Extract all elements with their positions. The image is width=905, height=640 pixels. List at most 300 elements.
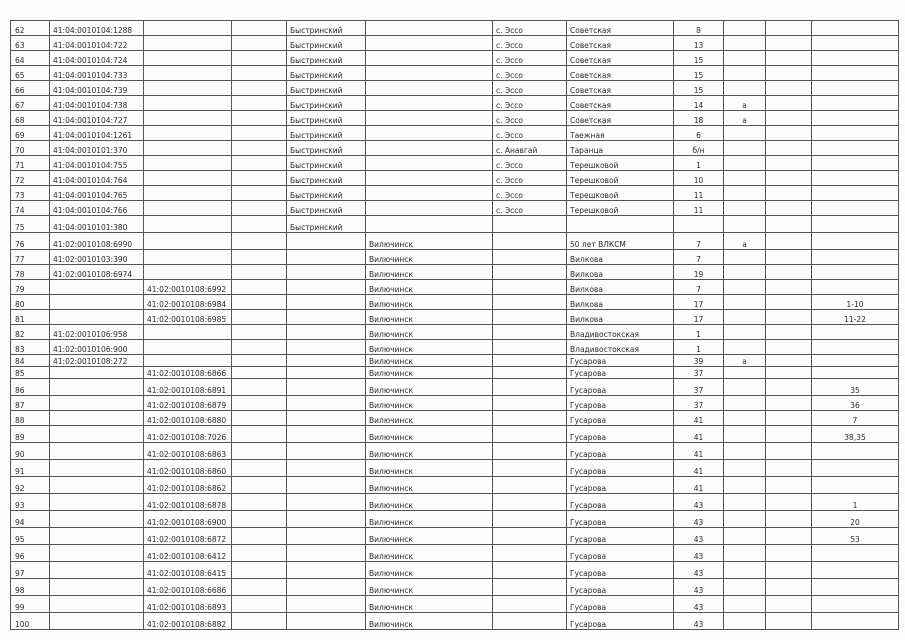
cell-apt	[812, 216, 899, 233]
cell-village: с. Эссо	[493, 156, 567, 171]
cell-village: с. Эссо	[493, 171, 567, 186]
cell-cad-room	[144, 126, 232, 141]
table-row	[11, 443, 899, 460]
cell-empty	[766, 141, 812, 156]
cell-district: Быстринский	[287, 96, 366, 111]
cell-num: 43	[674, 613, 724, 630]
cell-street: Советская	[567, 111, 674, 126]
cell-cad-room: 41:02:0010108:6878	[144, 494, 232, 511]
cell-street: Гусарова	[567, 596, 674, 613]
table-row	[11, 250, 899, 265]
cell-village	[493, 545, 567, 562]
table-row	[11, 411, 899, 426]
cell-lit	[724, 36, 766, 51]
cell-apt	[812, 66, 899, 81]
table-row	[11, 596, 899, 613]
cell-num: 41	[674, 460, 724, 477]
cell-street: Советская	[567, 51, 674, 66]
cell-city	[366, 216, 493, 233]
table-row	[11, 111, 899, 126]
cell-empty	[232, 233, 287, 250]
cell-village	[493, 528, 567, 545]
cell-district	[287, 494, 366, 511]
cell-cad-building	[50, 562, 144, 579]
cell-street: Гусарова	[567, 426, 674, 443]
cell-n: 72	[11, 171, 50, 186]
cell-empty	[232, 545, 287, 562]
cell-cad-room: 41:02:0010108:6862	[144, 477, 232, 494]
cell-district	[287, 411, 366, 426]
cell-empty	[232, 340, 287, 355]
cell-empty	[766, 562, 812, 579]
cell-empty	[766, 66, 812, 81]
cell-apt	[812, 477, 899, 494]
cell-empty	[766, 250, 812, 265]
cell-cad-building: 41:04:0010104:733	[50, 66, 144, 81]
cell-village	[493, 280, 567, 295]
cell-district	[287, 233, 366, 250]
cell-empty	[766, 460, 812, 477]
cell-num: б/н	[674, 141, 724, 156]
property-register-table	[10, 20, 899, 630]
cell-village	[493, 411, 567, 426]
cell-street: Вилкова	[567, 250, 674, 265]
cell-apt	[812, 51, 899, 66]
cell-empty	[232, 216, 287, 233]
cell-lit	[724, 562, 766, 579]
cell-cad-room	[144, 250, 232, 265]
cell-empty	[232, 411, 287, 426]
cell-n: 89	[11, 426, 50, 443]
cell-district: Быстринский	[287, 216, 366, 233]
cell-lit	[724, 280, 766, 295]
cell-n: 63	[11, 36, 50, 51]
cell-cad-building	[50, 379, 144, 396]
cell-village	[493, 367, 567, 379]
cell-n: 99	[11, 596, 50, 613]
cell-city	[366, 171, 493, 186]
cell-lit	[724, 66, 766, 81]
cell-n: 77	[11, 250, 50, 265]
cell-village	[493, 579, 567, 596]
cell-apt	[812, 21, 899, 36]
cell-district: Быстринский	[287, 156, 366, 171]
cell-village	[493, 295, 567, 310]
cell-apt	[812, 280, 899, 295]
cell-district	[287, 443, 366, 460]
cell-cad-room: 41:02:0010108:6412	[144, 545, 232, 562]
cell-cad-room	[144, 325, 232, 340]
cell-district	[287, 562, 366, 579]
cell-empty	[232, 21, 287, 36]
cell-cad-room: 41:02:0010108:6860	[144, 460, 232, 477]
cell-empty	[232, 443, 287, 460]
cell-district	[287, 460, 366, 477]
cell-cad-room	[144, 51, 232, 66]
cell-cad-room: 41:02:0010108:6985	[144, 310, 232, 325]
cell-cad-building	[50, 613, 144, 630]
cell-village	[493, 494, 567, 511]
cell-empty	[766, 494, 812, 511]
table-row	[11, 396, 899, 411]
cell-village: с. Эссо	[493, 96, 567, 111]
cell-empty	[766, 340, 812, 355]
cell-city: Вилючинск	[366, 477, 493, 494]
cell-apt	[812, 545, 899, 562]
cell-empty	[232, 494, 287, 511]
cell-cad-room	[144, 201, 232, 216]
cell-n: 71	[11, 156, 50, 171]
cell-cad-building	[50, 310, 144, 325]
cell-empty	[232, 295, 287, 310]
cell-cad-room: 41:02:0010108:6891	[144, 379, 232, 396]
cell-city: Вилючинск	[366, 379, 493, 396]
cell-empty	[232, 460, 287, 477]
table-row	[11, 426, 899, 443]
cell-empty	[232, 579, 287, 596]
cell-num: 1	[674, 325, 724, 340]
cell-empty	[232, 280, 287, 295]
cell-empty	[766, 355, 812, 367]
cell-apt	[812, 250, 899, 265]
cell-num: 8	[674, 21, 724, 36]
cell-empty	[766, 396, 812, 411]
cell-street: Вилкова	[567, 280, 674, 295]
cell-num: 17	[674, 310, 724, 325]
cell-empty	[766, 265, 812, 280]
table-row	[11, 216, 899, 233]
cell-num: 43	[674, 511, 724, 528]
cell-district	[287, 379, 366, 396]
cell-village: с. Эссо	[493, 81, 567, 96]
cell-n: 90	[11, 443, 50, 460]
cell-empty	[232, 81, 287, 96]
cell-n: 87	[11, 396, 50, 411]
table-row	[11, 51, 899, 66]
table-row	[11, 511, 899, 528]
cell-city	[366, 126, 493, 141]
cell-apt: 36	[812, 396, 899, 411]
cell-cad-room: 41:02:0010108:6893	[144, 596, 232, 613]
cell-city	[366, 156, 493, 171]
cell-lit	[724, 51, 766, 66]
cell-n: 64	[11, 51, 50, 66]
cell-cad-room	[144, 36, 232, 51]
cell-village	[493, 340, 567, 355]
cell-empty	[232, 66, 287, 81]
cell-n: 96	[11, 545, 50, 562]
cell-apt	[812, 126, 899, 141]
cell-village	[493, 460, 567, 477]
cell-empty	[232, 36, 287, 51]
cell-empty	[766, 511, 812, 528]
cell-empty	[766, 426, 812, 443]
cell-lit	[724, 596, 766, 613]
cell-district: Быстринский	[287, 66, 366, 81]
cell-lit	[724, 21, 766, 36]
cell-empty	[766, 186, 812, 201]
cell-district: Быстринский	[287, 141, 366, 156]
cell-district	[287, 396, 366, 411]
cell-n: 73	[11, 186, 50, 201]
cell-district: Быстринский	[287, 81, 366, 96]
cell-apt	[812, 460, 899, 477]
table-row	[11, 355, 899, 367]
cell-district: Быстринский	[287, 111, 366, 126]
cell-lit: а	[724, 111, 766, 126]
cell-district	[287, 511, 366, 528]
cell-apt	[812, 171, 899, 186]
cell-n: 62	[11, 21, 50, 36]
cell-city: Вилючинск	[366, 545, 493, 562]
cell-empty	[766, 310, 812, 325]
cell-apt	[812, 265, 899, 280]
cell-empty	[232, 186, 287, 201]
cell-district	[287, 545, 366, 562]
cell-lit	[724, 171, 766, 186]
cell-num: 39	[674, 355, 724, 367]
cell-lit	[724, 443, 766, 460]
cell-city: Вилючинск	[366, 355, 493, 367]
cell-cad-building: 41:04:0010101:380	[50, 216, 144, 233]
table-row	[11, 477, 899, 494]
cell-n: 94	[11, 511, 50, 528]
cell-cad-building	[50, 460, 144, 477]
cell-village	[493, 355, 567, 367]
cell-district: Быстринский	[287, 51, 366, 66]
cell-cad-building: 41:04:0010104:738	[50, 96, 144, 111]
cell-district	[287, 596, 366, 613]
cell-n: 91	[11, 460, 50, 477]
cell-street: Таранца	[567, 141, 674, 156]
cell-num: 15	[674, 81, 724, 96]
cell-num: 7	[674, 233, 724, 250]
cell-empty	[766, 111, 812, 126]
cell-city: Вилючинск	[366, 443, 493, 460]
cell-n: 85	[11, 367, 50, 379]
table-row	[11, 280, 899, 295]
cell-num: 1	[674, 156, 724, 171]
table-row	[11, 379, 899, 396]
table-row	[11, 141, 899, 156]
cell-num: 18	[674, 111, 724, 126]
cell-cad-room	[144, 265, 232, 280]
cell-num: 37	[674, 379, 724, 396]
cell-n: 92	[11, 477, 50, 494]
cell-district	[287, 280, 366, 295]
cell-lit	[724, 545, 766, 562]
cell-apt	[812, 579, 899, 596]
cell-empty	[766, 411, 812, 426]
cell-village	[493, 511, 567, 528]
cell-lit	[724, 325, 766, 340]
cell-cad-building: 41:02:0010106:958	[50, 325, 144, 340]
cell-apt	[812, 186, 899, 201]
cell-district: Быстринский	[287, 201, 366, 216]
cell-num: 41	[674, 411, 724, 426]
table-row	[11, 96, 899, 111]
cell-village	[493, 250, 567, 265]
cell-village	[493, 379, 567, 396]
cell-cad-building: 41:04:0010104:755	[50, 156, 144, 171]
cell-city	[366, 21, 493, 36]
cell-apt	[812, 340, 899, 355]
cell-lit	[724, 310, 766, 325]
cell-cad-room: 41:02:0010108:6900	[144, 511, 232, 528]
cell-cad-building	[50, 443, 144, 460]
cell-empty	[232, 396, 287, 411]
table-row	[11, 545, 899, 562]
cell-num: 15	[674, 66, 724, 81]
cell-street: Терешковой	[567, 186, 674, 201]
cell-city: Вилючинск	[366, 396, 493, 411]
cell-empty	[232, 528, 287, 545]
cell-street: Терешковой	[567, 201, 674, 216]
cell-street: Гусарова	[567, 355, 674, 367]
cell-n: 78	[11, 265, 50, 280]
cell-lit: а	[724, 355, 766, 367]
cell-apt: 38,35	[812, 426, 899, 443]
cell-village: с. Эссо	[493, 126, 567, 141]
cell-city: Вилючинск	[366, 562, 493, 579]
cell-num: 11	[674, 201, 724, 216]
cell-num: 13	[674, 36, 724, 51]
cell-cad-room	[144, 141, 232, 156]
cell-empty	[766, 596, 812, 613]
cell-street: Советская	[567, 36, 674, 51]
cell-cad-room	[144, 355, 232, 367]
cell-street: Владивостокская	[567, 325, 674, 340]
cell-street: Гусарова	[567, 367, 674, 379]
cell-city: Вилючинск	[366, 528, 493, 545]
cell-district	[287, 265, 366, 280]
cell-num: 17	[674, 295, 724, 310]
cell-street: Советская	[567, 21, 674, 36]
cell-apt	[812, 443, 899, 460]
table-row	[11, 186, 899, 201]
cell-n: 98	[11, 579, 50, 596]
cell-apt	[812, 156, 899, 171]
cell-n: 82	[11, 325, 50, 340]
cell-empty	[766, 201, 812, 216]
cell-apt: 11-22	[812, 310, 899, 325]
cell-village: с. Анавгай	[493, 141, 567, 156]
cell-n: 81	[11, 310, 50, 325]
cell-village: с. Эссо	[493, 36, 567, 51]
cell-cad-building: 41:02:0010108:6990	[50, 233, 144, 250]
cell-num: 1	[674, 340, 724, 355]
cell-apt	[812, 111, 899, 126]
cell-apt	[812, 201, 899, 216]
cell-lit	[724, 460, 766, 477]
cell-cad-building: 41:04:0010101:370	[50, 141, 144, 156]
table-row	[11, 21, 899, 36]
cell-street: Советская	[567, 96, 674, 111]
cell-city: Вилючинск	[366, 310, 493, 325]
cell-cad-room	[144, 21, 232, 36]
cell-n: 70	[11, 141, 50, 156]
cell-village	[493, 562, 567, 579]
cell-street: Терешковой	[567, 171, 674, 186]
cell-empty	[766, 36, 812, 51]
cell-cad-building	[50, 280, 144, 295]
cell-empty	[232, 141, 287, 156]
cell-city	[366, 36, 493, 51]
cell-lit	[724, 156, 766, 171]
cell-village	[493, 477, 567, 494]
cell-city	[366, 66, 493, 81]
cell-city: Вилючинск	[366, 325, 493, 340]
cell-district	[287, 477, 366, 494]
cell-city: Вилючинск	[366, 460, 493, 477]
table-row	[11, 171, 899, 186]
cell-num: 15	[674, 51, 724, 66]
table-row	[11, 494, 899, 511]
cell-city	[366, 186, 493, 201]
cell-district	[287, 579, 366, 596]
cell-village: с. Эссо	[493, 21, 567, 36]
cell-city	[366, 51, 493, 66]
cell-district	[287, 613, 366, 630]
cell-empty	[766, 280, 812, 295]
cell-street: 50 лет ВЛКСМ	[567, 233, 674, 250]
cell-village	[493, 265, 567, 280]
cell-lit: а	[724, 233, 766, 250]
cell-empty	[232, 426, 287, 443]
cell-city: Вилючинск	[366, 579, 493, 596]
cell-lit	[724, 494, 766, 511]
cell-apt	[812, 325, 899, 340]
cell-village	[493, 596, 567, 613]
cell-cad-room	[144, 171, 232, 186]
table-row	[11, 36, 899, 51]
cell-empty	[766, 477, 812, 494]
cell-empty	[766, 21, 812, 36]
cell-cad-building	[50, 511, 144, 528]
cell-apt	[812, 233, 899, 250]
cell-empty	[232, 126, 287, 141]
cell-empty	[232, 201, 287, 216]
cell-num: 11	[674, 186, 724, 201]
cell-num: 10	[674, 171, 724, 186]
cell-empty	[232, 379, 287, 396]
cell-num: 41	[674, 443, 724, 460]
cell-city: Вилючинск	[366, 295, 493, 310]
cell-apt	[812, 367, 899, 379]
cell-cad-room	[144, 340, 232, 355]
cell-street: Гусарова	[567, 613, 674, 630]
table-row	[11, 126, 899, 141]
cell-district	[287, 325, 366, 340]
cell-street: Гусарова	[567, 579, 674, 596]
cell-lit	[724, 396, 766, 411]
cell-apt: 20	[812, 511, 899, 528]
cell-city: Вилючинск	[366, 411, 493, 426]
cell-street: Вилкова	[567, 310, 674, 325]
cell-empty	[766, 579, 812, 596]
table-row	[11, 201, 899, 216]
cell-cad-room: 41:02:0010108:6879	[144, 396, 232, 411]
cell-apt	[812, 613, 899, 630]
cell-village: с. Эссо	[493, 201, 567, 216]
cell-empty	[766, 443, 812, 460]
table-row	[11, 156, 899, 171]
cell-village	[493, 310, 567, 325]
cell-cad-room: 41:02:0010108:7026	[144, 426, 232, 443]
cell-village	[493, 396, 567, 411]
table-row	[11, 579, 899, 596]
table-row	[11, 367, 899, 379]
